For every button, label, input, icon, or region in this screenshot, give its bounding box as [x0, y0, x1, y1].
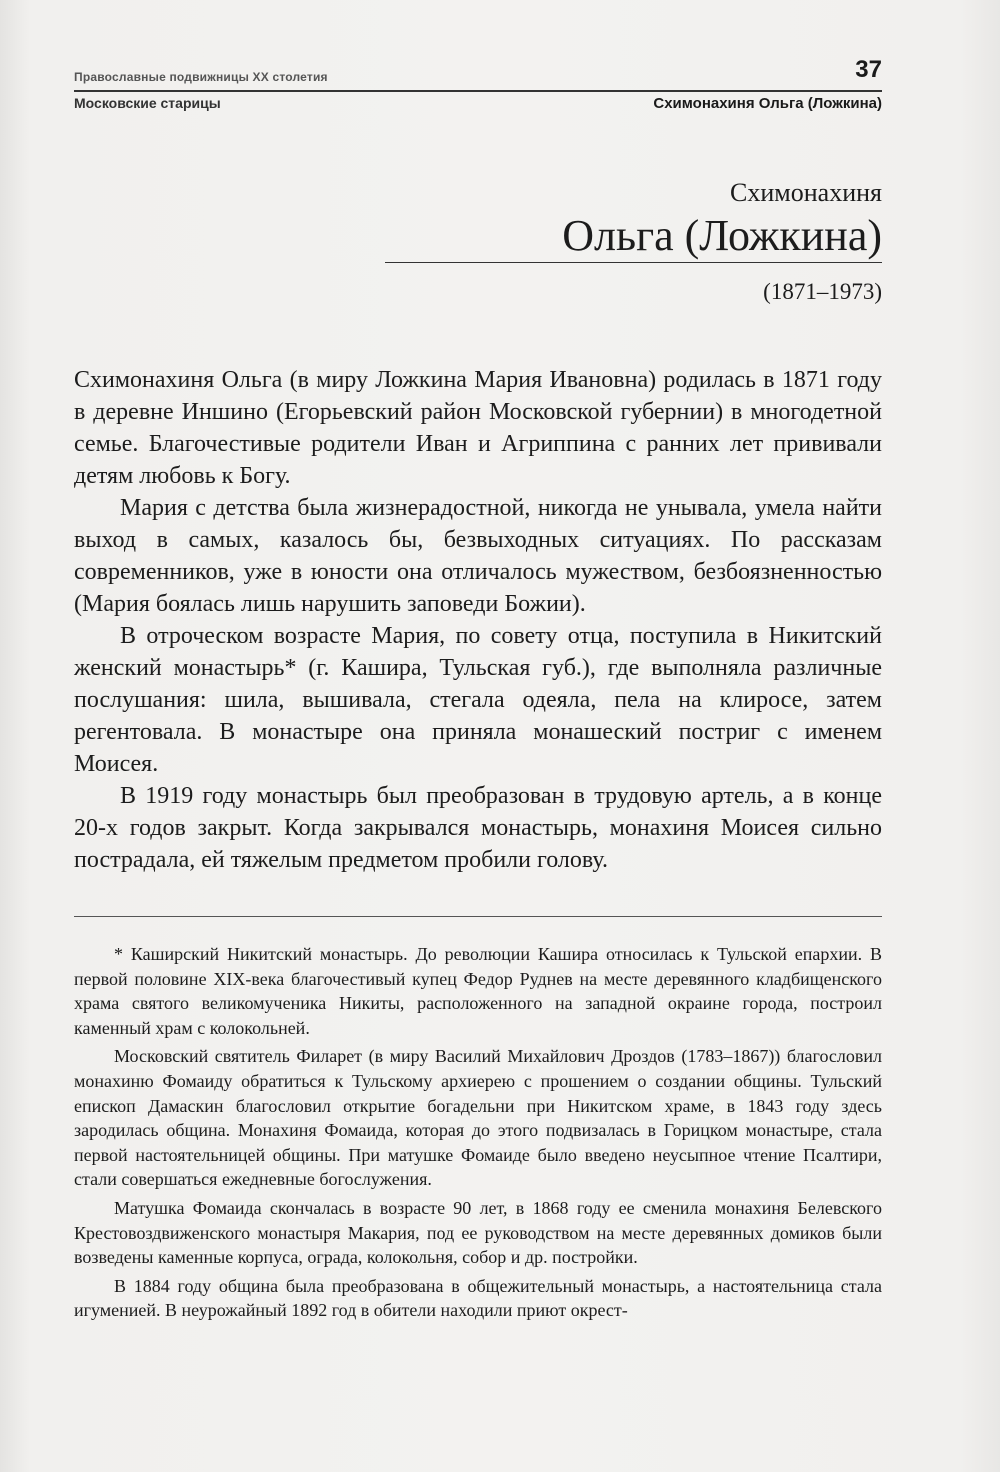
paragraph: Мария с детства была жизнерадостной, никогда не унывала, умела найти выход в самых, казалось бы, безвыходных ситуациях. По рассказам современников, уже в юности она отличалось мужеством, безбоязненностью (Мария боялась лишь нарушить заповеди Божии).	[74, 495, 882, 617]
chapter-title: Схимонахиня Ольга (Ложкина)	[653, 95, 882, 112]
footnotes	[74, 942, 882, 1327]
paragraph: В отроческом возрасте Мария, по совету отца, поступила в Никитский женский монастырь* (г. Кашира, Тульская губ.), где выполняла различные послушания: шила, вышивала, стегала одеяла, пела на клиросе, затем регентовала. В монастыре она приняла монашеский постриг с именем Моисея.	[74, 623, 882, 777]
page-number: 37	[855, 56, 882, 83]
main-text	[74, 364, 882, 876]
life-years: (1871–1973)	[763, 279, 882, 304]
title-name: Ольга (Ложкина)	[562, 211, 882, 260]
title-prefix: Схимонахиня	[730, 178, 882, 207]
paragraph: В 1919 году монастырь был преобразован в трудовую артель, а в конце 20-х годов закрыт. Когда закрывался монастырь, монахиня Моисея сильно пострадала, ей тяжелым предметом пробили голову.	[74, 783, 882, 873]
footnote-paragraph: Московский святитель Филарет (в миру Василий Михайлович Дроздов (1783–1867)) благословил монахиню Фомаиду обратиться к Тульскому архиерею с прошением о создании общины. Тульский епископ Дамаскин благословил открытие богадельни при Никитском храме, в 1843 году здесь зародилась община. Монахиня Фомаида, которая до этого подвизалась в Горицком монастыре, стала первой настоятельницей общины. При матушке Фомаиде было введено неусыпное чтение Псалтири, стали совершаться ежедневные богослужения.	[74, 1046, 882, 1190]
header-rule	[74, 90, 882, 92]
running-head	[74, 56, 882, 120]
footnote-paragraph: Матушка Фомаида скончалась в возрасте 90 лет, в 1868 году ее сменила монахиня Белевского Крестовоздвиженского монастыря Макария, под ее руководством на месте деревянных домиков были возведены каменные корпуса, ограда, колокольня, собор и др. постройки.	[74, 1197, 882, 1268]
section-title: Московские старицы	[74, 95, 221, 111]
footnote-paragraph: * Каширский Никитский монастырь. До революции Кашира относилась к Тульской епархии. В первой половине XIX-века благочестивый купец Федор Руднев на месте деревянного кладбищенского храма святого великомученика Никиты, расположенного на западной окраине города, построил каменный храм с колокольней.	[74, 944, 882, 1038]
footnote-paragraph: В 1884 году община была преобразована в общежительный монастырь, а настоятельница стала игуменией. В неурожайный 1892 год в обители находили приют окрест-	[74, 1275, 882, 1321]
title-rule	[385, 262, 882, 263]
paragraph: Схимонахиня Ольга (в миру Ложкина Мария Ивановна) родилась в 1871 году в деревне Иншино (Егорьевский район Московской губернии) в многодетной семье. Благочестивые родители Иван и Агриппина с ранних лет прививали детям любовь к Богу.	[74, 367, 882, 489]
series-title: Православные подвижницы ХХ столетия	[74, 70, 328, 84]
footnote-rule	[74, 916, 882, 917]
article-title	[562, 178, 882, 262]
